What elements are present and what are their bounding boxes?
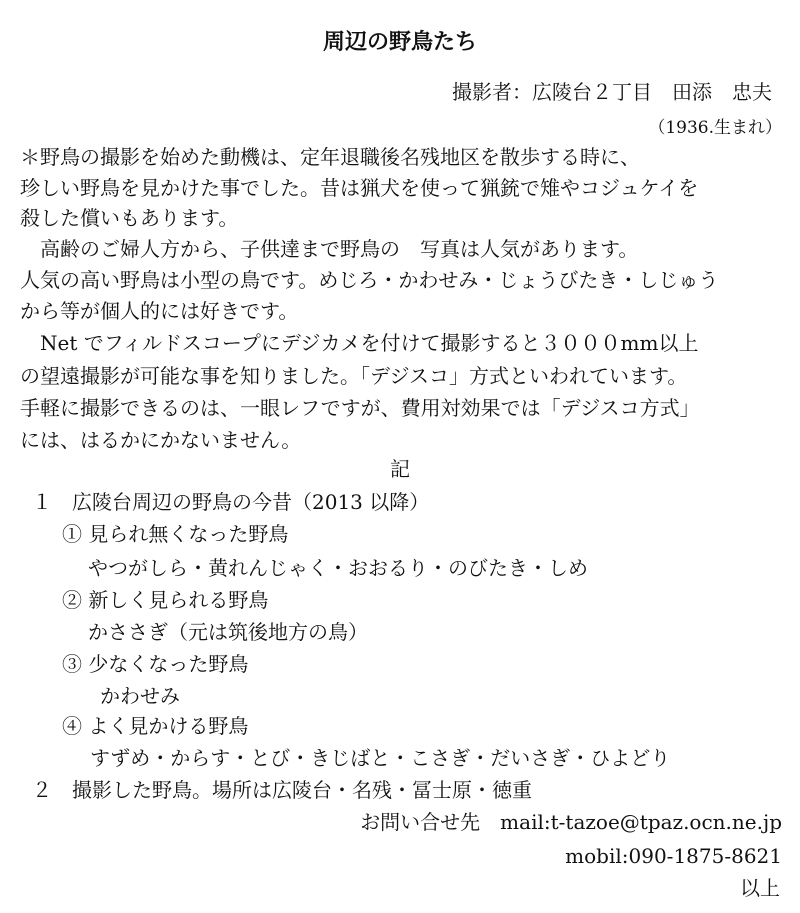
birth-year: （1936.生まれ）: [648, 118, 782, 138]
intro-line: ＊野鳥の撮影を始めた動機は、定年退職後名残地区を散歩する時に、: [20, 145, 640, 169]
document-title: 周辺の野鳥たち: [322, 29, 477, 55]
item-birds-1: やつがしら・黄れんじゃく・おおるり・のびたき・しめ: [88, 556, 588, 580]
intro-line: から等が個人的には好きです。: [20, 299, 299, 323]
item-birds-3: かわせみ: [100, 684, 180, 708]
intro-line: 人気の高い野鳥は小型の鳥です。めじろ・かわせみ・じょうびたき・しじゅう: [20, 268, 719, 292]
author-line: 撮影者：広陵台２丁目 田添 忠夫: [452, 80, 772, 104]
intro-line: の望遠撮影が可能な事を知りました。「デジスコ」方式といわれています。: [20, 364, 688, 388]
intro-line: Net でフィルドスコープにデジカメを付けて撮影すると３０００mm以上: [20, 331, 699, 355]
section-2-heading: ２ 撮影した野鳥。場所は広陵台・名残・冨士原・徳重: [32, 778, 532, 802]
item-heading-2: ② 新しく見られる野鳥: [62, 588, 269, 612]
item-heading-4: ④ よく見かける野鳥: [62, 714, 249, 738]
item-birds-2: かささぎ（元は筑後地方の鳥）: [88, 620, 368, 644]
ki-heading: 記: [390, 457, 410, 481]
item-heading-3: ③ 少なくなった野鳥: [62, 652, 249, 676]
closing-mark: 以上: [740, 876, 780, 900]
section-1-heading: １ 広陵台周辺の野鳥の今昔（2013 以降）: [32, 490, 430, 514]
intro-line: 殺した償いもあります。: [20, 206, 239, 230]
intro-line: 手軽に撮影できるのは、一眼レフですが、費用対効果では「デジスコ方式」: [20, 396, 700, 420]
contact-mail: お問い合せ先 mail:t-tazoe@tpaz.ocn.ne.jp: [360, 810, 782, 834]
item-heading-1: ① 見られ無くなった野鳥: [62, 522, 289, 546]
item-birds-4: すずめ・からす・とび・きじばと・こさぎ・だいさぎ・ひよどり: [90, 746, 671, 770]
intro-line: 高齢のご婦人方から、子供達まで野鳥の 写真は人気があります。: [20, 237, 639, 261]
contact-mobile: mobil:090-1875-8621: [565, 844, 782, 868]
intro-line: には、はるかにかないません。: [20, 428, 302, 452]
intro-line: 珍しい野鳥を見かけた事でした。昔は猟犬を使って猟銃で雉やコジュケイを: [20, 176, 699, 200]
